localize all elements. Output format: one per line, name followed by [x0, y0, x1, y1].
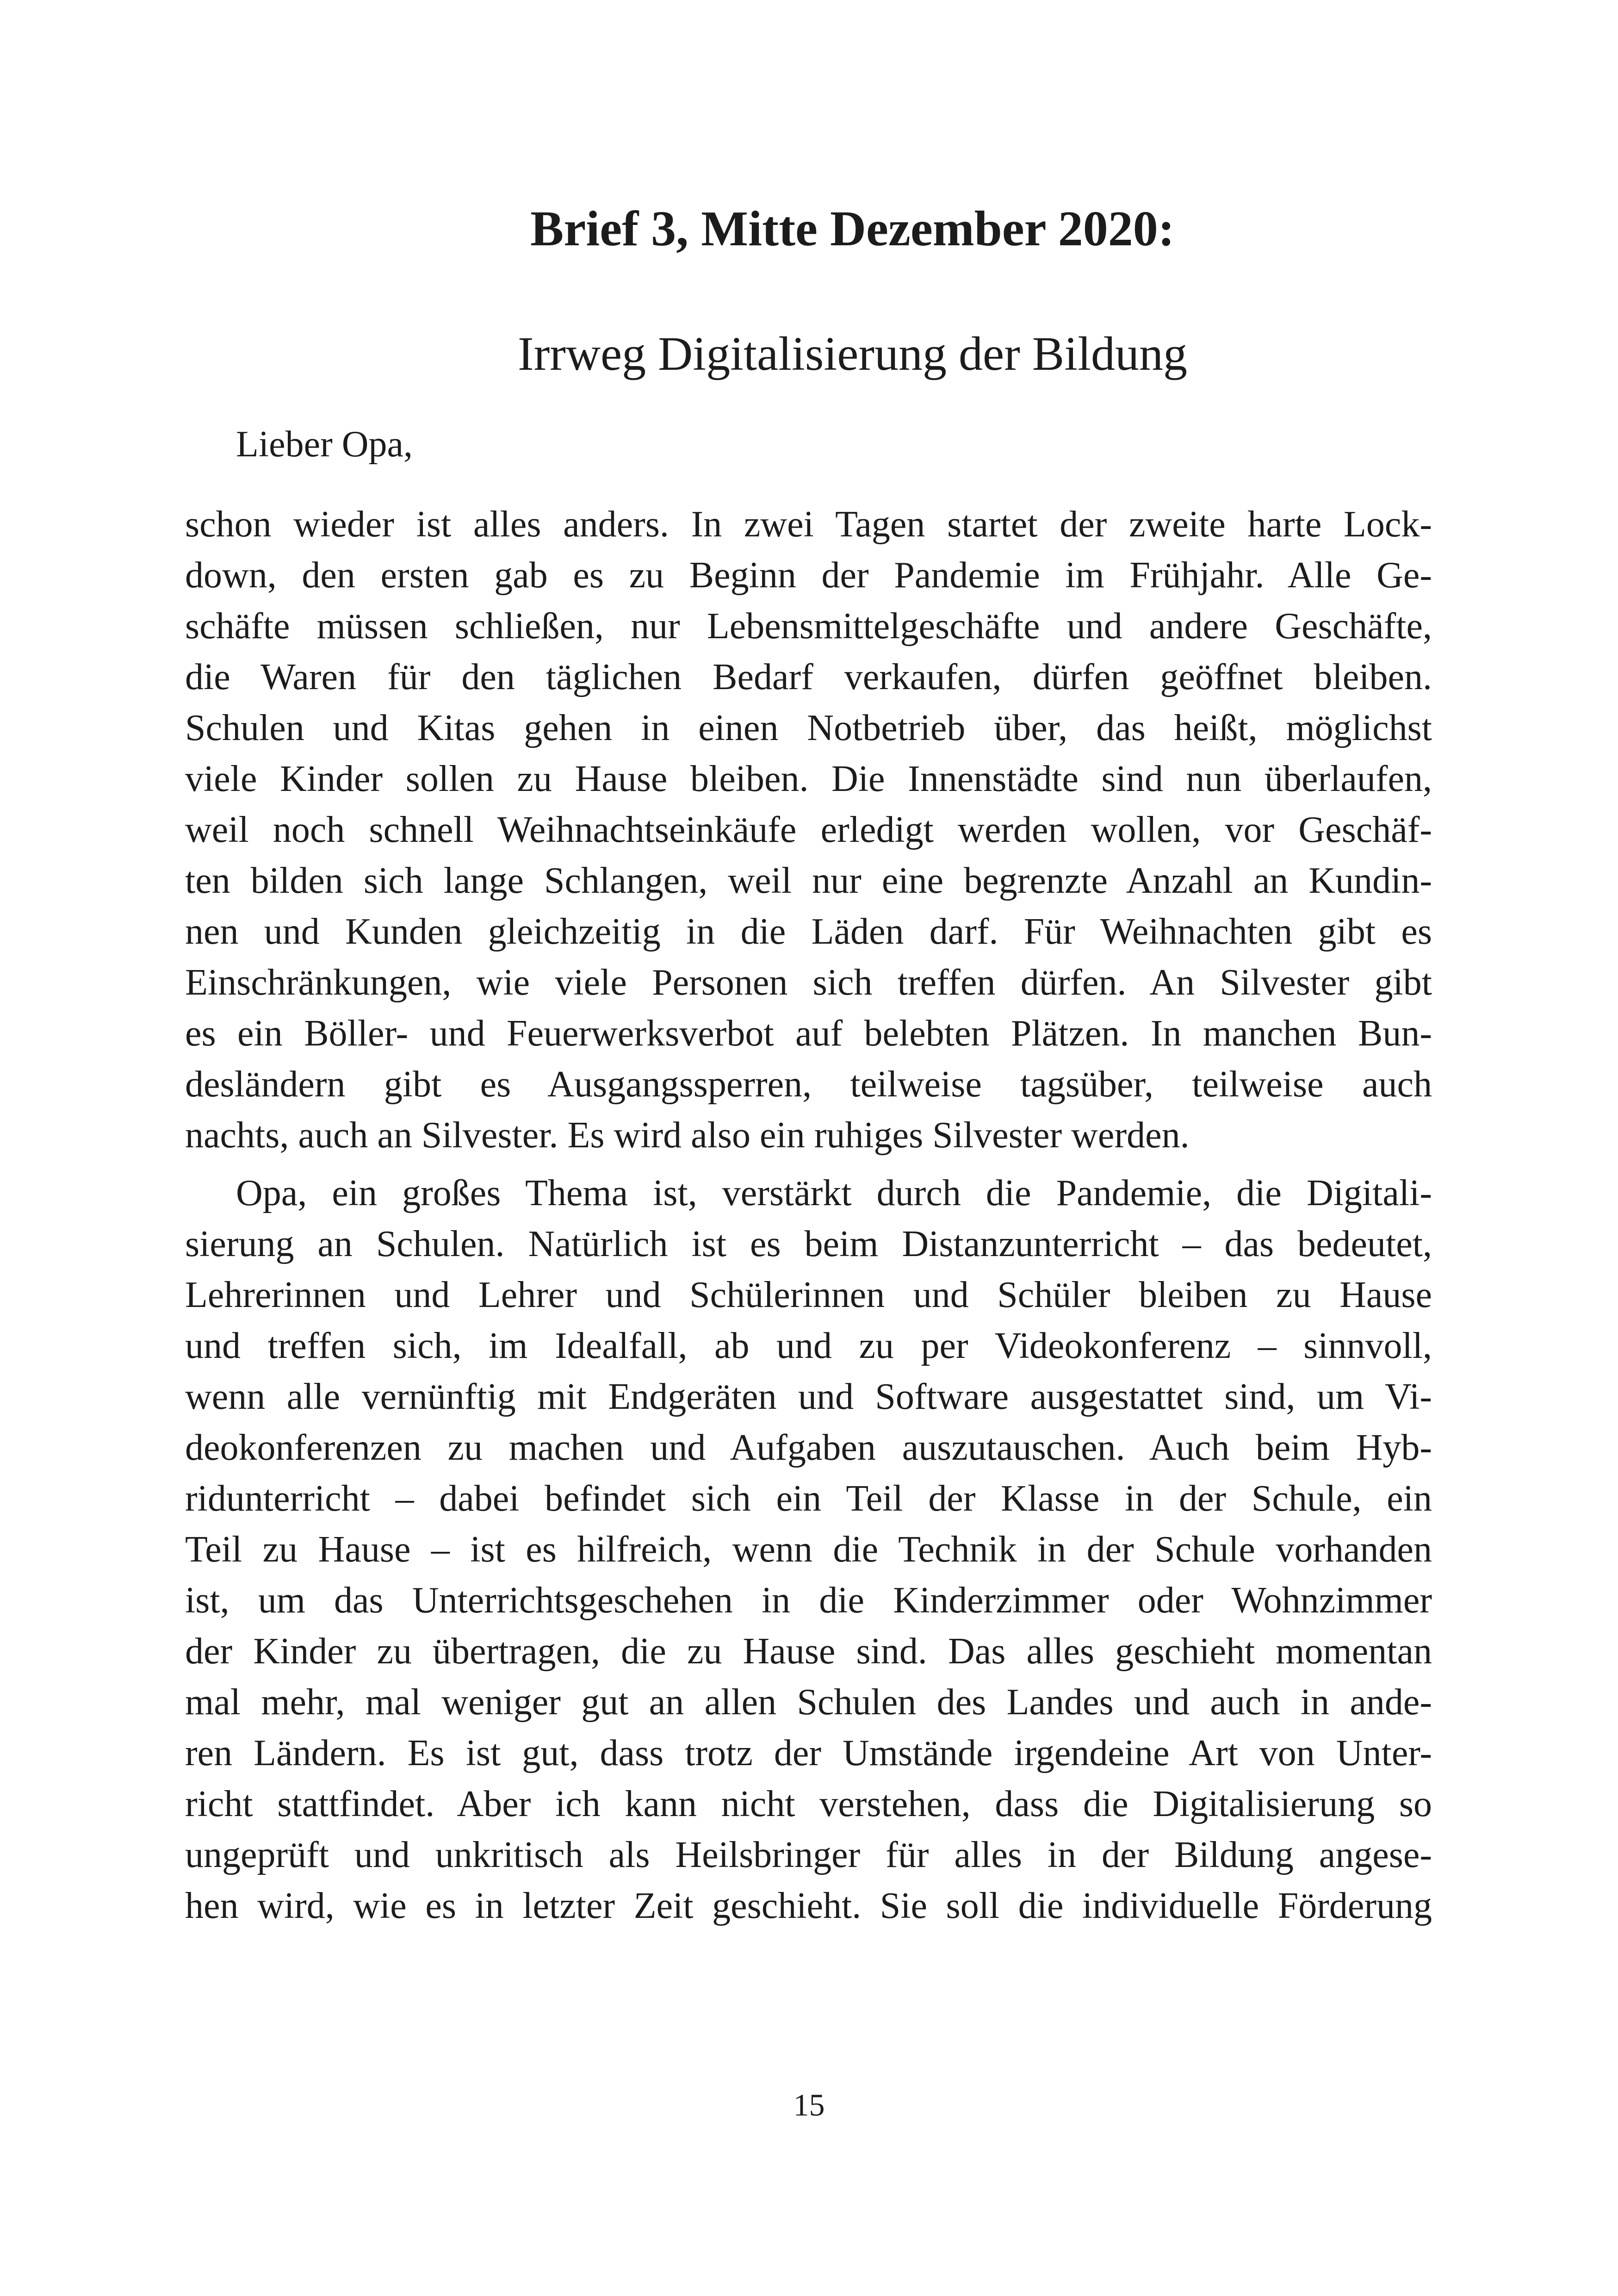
text-line: ungeprüft und unkritisch als Heilsbringer für alles in der Bildung angese- [185, 1835, 1432, 1875]
text-line: hen wird, wie es in letzter Zeit geschieht. Sie soll die individuelle Förderung [185, 1885, 1432, 1926]
text-line: desländern gibt es Ausgangssperren, teilweise tagsüber, teilweise auch [185, 1064, 1432, 1105]
letter-salutation: Lieber Opa, [236, 424, 413, 465]
text-line: sierung an Schulen. Natürlich ist es beim Distanzunterricht – das bedeutet, [185, 1224, 1432, 1264]
text-line: schon wieder ist alles anders. In zwei Tagen startet der zweite harte Lock- [185, 504, 1432, 545]
text-line: ridunterricht – dabei befindet sich ein Teil der Klasse in der Schule, ein [185, 1478, 1432, 1519]
chapter-title: Brief 3, Mitte Dezember 2020: [530, 201, 1175, 256]
text-line: die Waren für den täglichen Bedarf verkaufen, dürfen geöffnet bleiben. [185, 657, 1432, 697]
text-line: Einschränkungen, wie viele Personen sich treffen dürfen. An Silvester gibt [185, 962, 1432, 1003]
text-line: Lehrerinnen und Lehrer und Schülerinnen und Schüler bleiben zu Hause [185, 1275, 1432, 1315]
text-line: es ein Böller- und Feuerwerksverbot auf belebten Plätzen. In manchen Bun- [185, 1013, 1432, 1054]
text-line: nen und Kunden gleichzeitig in die Läden darf. Für Weihnachten gibt es [185, 911, 1432, 952]
text-line: und treffen sich, im Idealfall, ab und zu per Videokonferenz – sinnvoll, [185, 1325, 1432, 1366]
chapter-subtitle: Irrweg Digitalisierung der Bildung [517, 327, 1187, 380]
text-line: deokonferenzen zu machen und Aufgaben auszutauschen. Auch beim Hyb- [185, 1427, 1432, 1468]
text-line: weil noch schnell Weihnachtseinkäufe erledigt werden wollen, vor Geschäf- [185, 809, 1432, 850]
text-line: Schulen und Kitas gehen in einen Notbetrieb über, das heißt, möglichst [185, 708, 1432, 748]
text-line: ren Ländern. Es ist gut, dass trotz der Umstände irgendeine Art von Unter- [185, 1733, 1432, 1773]
text-line: down, den ersten gab es zu Beginn der Pandemie im Frühjahr. Alle Ge- [185, 555, 1432, 596]
text-line: ten bilden sich lange Schlangen, weil nur eine begrenzte Anzahl an Kundin- [185, 860, 1432, 901]
text-line: Opa, ein großes Thema ist, verstärkt durch die Pandemie, die Digitali- [236, 1173, 1432, 1213]
text-line: ist, um das Unterrichtsgeschehen in die Kinderzimmer oder Wohnzimmer [185, 1580, 1432, 1621]
text-line: mal mehr, mal weniger gut an allen Schulen des Landes und auch in ande- [185, 1682, 1432, 1723]
body-paragraph-2 [185, 1168, 1432, 1931]
text-line: viele Kinder sollen zu Hause bleiben. Die Innenstädte sind nun überlaufen, [185, 759, 1432, 799]
text-line: wenn alle vernünftig mit Endgeräten und Software ausgestattet sind, um Vi- [185, 1376, 1432, 1417]
page-number: 15 [793, 2087, 825, 2122]
text-line-last: nachts, auch an Silvester. Es wird also ein ruhiges Silvester werden. [185, 1115, 1190, 1156]
text-line: Teil zu Hause – ist es hilfreich, wenn die Technik in der Schule vorhanden [185, 1529, 1432, 1570]
body-paragraph-1 [185, 499, 1432, 1161]
text-line: richt stattfindet. Aber ich kann nicht verstehen, dass die Digitalisierung so [185, 1784, 1432, 1824]
text-line: der Kinder zu übertragen, die zu Hause sind. Das alles geschieht momentan [185, 1631, 1432, 1672]
text-line: schäfte müssen schließen, nur Lebensmittelgeschäfte und andere Geschäfte, [185, 606, 1432, 647]
